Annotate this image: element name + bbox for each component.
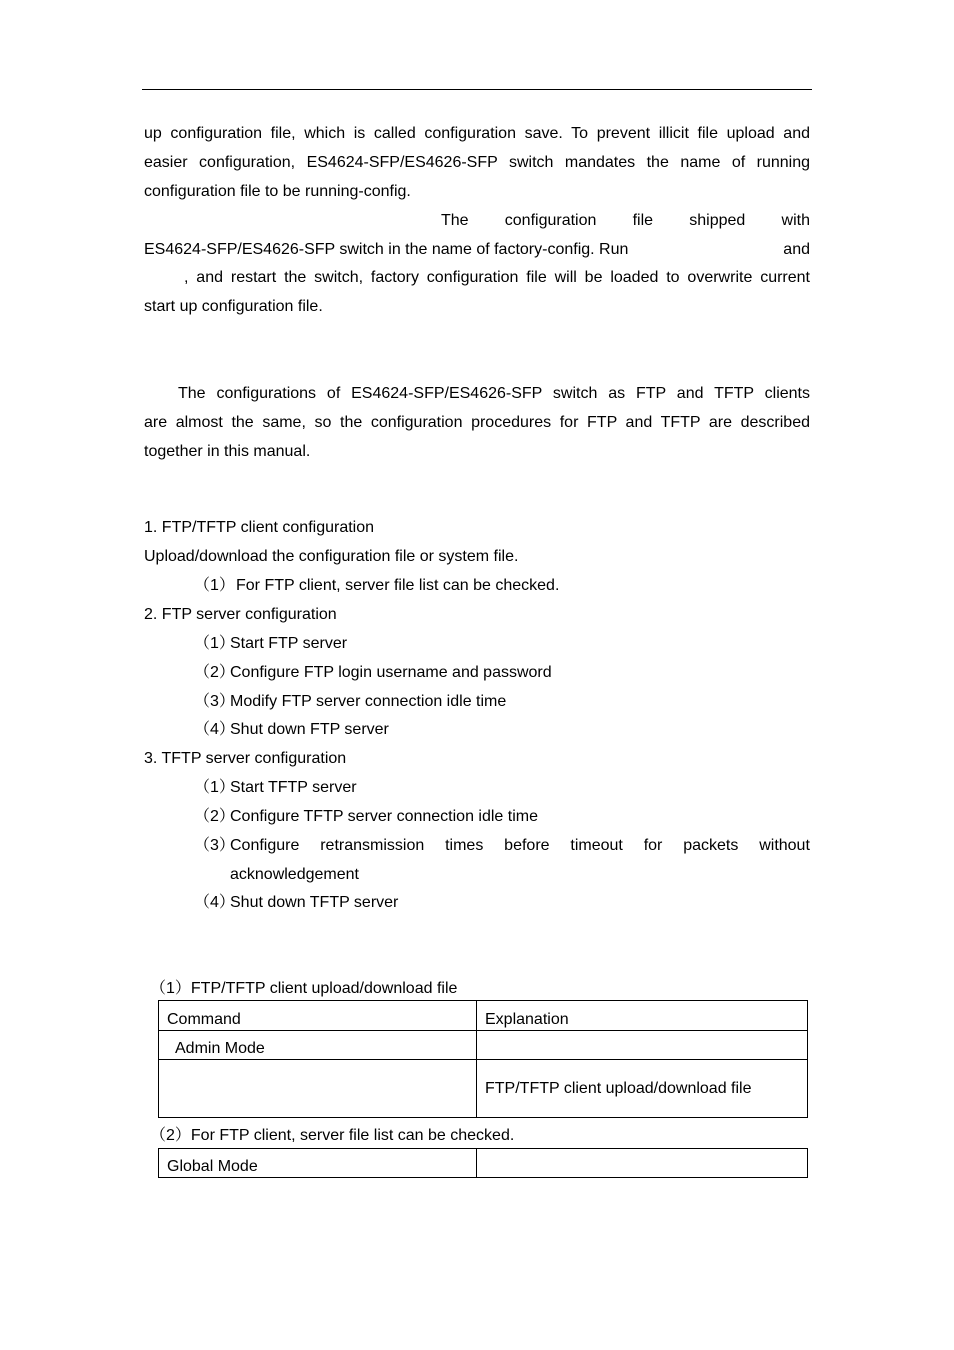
word: file (632, 212, 654, 229)
word: packets (683, 837, 739, 854)
table-mode-row (159, 1031, 808, 1060)
word: with (781, 212, 810, 229)
section-1-item-1 (194, 576, 810, 596)
empty-cell (477, 1031, 808, 1060)
word: for (643, 837, 663, 854)
table-1-caption: （1）FTP/TFTP client upload/download file (150, 980, 458, 997)
item-text: Start TFTP server (230, 779, 357, 796)
item-number: （1） (194, 577, 235, 594)
word: before (504, 837, 550, 854)
item-number: （3） (194, 693, 235, 710)
section-3-item-3-line-1 (230, 836, 810, 856)
word: retransmission (320, 837, 425, 854)
table-row (159, 1060, 808, 1118)
word: times (445, 837, 484, 854)
item-text: Modify FTP server connection idle time (230, 693, 507, 710)
command-cell (159, 1060, 477, 1118)
mode-cell: Admin Mode (159, 1031, 477, 1060)
section-2-item-4 (194, 720, 810, 740)
item-number: （2） (194, 664, 235, 681)
paragraph-2-line-2-left: ES4624-SFP/ES4626-SFP switch in the name of factory-config. Run (144, 241, 629, 258)
item-text: Start FTP server (230, 635, 348, 652)
header-rule (142, 89, 812, 90)
paragraph-1-line-1: up configuration file, which is called configuration save. To prevent illicit file upload and (144, 125, 810, 142)
section-1-text: Upload/download the configuration file or system file. (144, 548, 519, 565)
section-2-item-3 (194, 692, 810, 712)
word: The (441, 212, 469, 229)
section-3-item-2 (194, 807, 810, 827)
paragraph-2-line-2-right: and (783, 241, 810, 258)
item-text: Shut down TFTP server (230, 894, 399, 911)
paragraph-1-line-2: easier configuration, ES4624-SFP/ES4626-SFP switch mandates the name of running (144, 154, 810, 171)
item-text: Configure FTP login username and password (230, 664, 552, 681)
item-number: （2） (194, 808, 235, 825)
section-3-item-4 (194, 893, 810, 913)
item-number: （4） (194, 721, 235, 738)
header-explanation: Explanation (477, 1001, 808, 1031)
word: without (759, 837, 810, 854)
paragraph-2-line-1 (441, 211, 810, 231)
paragraph-1-line-3: configuration file to be running-config. (144, 183, 411, 200)
header-command: Command (159, 1001, 477, 1031)
word: shipped (689, 212, 746, 229)
section-3-title: 3. TFTP server configuration (144, 750, 347, 767)
item-text: Configure TFTP server connection idle time (230, 808, 538, 825)
item-number: （1） (194, 635, 235, 652)
empty-cell (477, 1149, 808, 1178)
paragraph-3-line-2: are almost the same, so the configuration procedures for FTP and TFTP are described (144, 414, 810, 431)
table-header-row (159, 1001, 808, 1031)
paragraph-3-line-3: together in this manual. (144, 443, 311, 460)
item-number: （1） (194, 779, 235, 796)
command-table-2 (158, 1148, 808, 1178)
explanation-cell: FTP/TFTP client upload/download file (477, 1060, 808, 1118)
table-2-caption: （2）For FTP client, server file list can be checked. (150, 1127, 515, 1144)
section-2-item-2 (194, 663, 810, 683)
section-1-title: 1. FTP/TFTP client configuration (144, 519, 375, 536)
paragraph-2-line-4: start up configuration file. (144, 298, 323, 315)
item-text: Shut down FTP server (230, 721, 389, 738)
item-number: （4） (194, 894, 235, 911)
word: timeout (570, 837, 623, 854)
table-mode-row (159, 1149, 808, 1178)
paragraph-2-line-3: , and restart the switch, factory configuration file will be loaded to overwrite current (184, 269, 810, 286)
section-3-item-3-line-2: acknowledgement (230, 866, 359, 883)
section-2-item-1 (194, 634, 810, 654)
paragraph-3-line-1: The configurations of ES4624-SFP/ES4626-SFP switch as FTP and TFTP clients (178, 385, 810, 402)
word: Configure (230, 837, 300, 854)
section-3-item-1 (194, 778, 810, 798)
mode-cell: Global Mode (159, 1149, 477, 1178)
item-text: For FTP client, server file list can be checked. (236, 577, 560, 594)
section-2-title: 2. FTP server configuration (144, 606, 337, 623)
word: configuration (504, 212, 597, 229)
command-table-1 (158, 1000, 808, 1118)
section-3-item-3-number: （3） (194, 837, 235, 854)
